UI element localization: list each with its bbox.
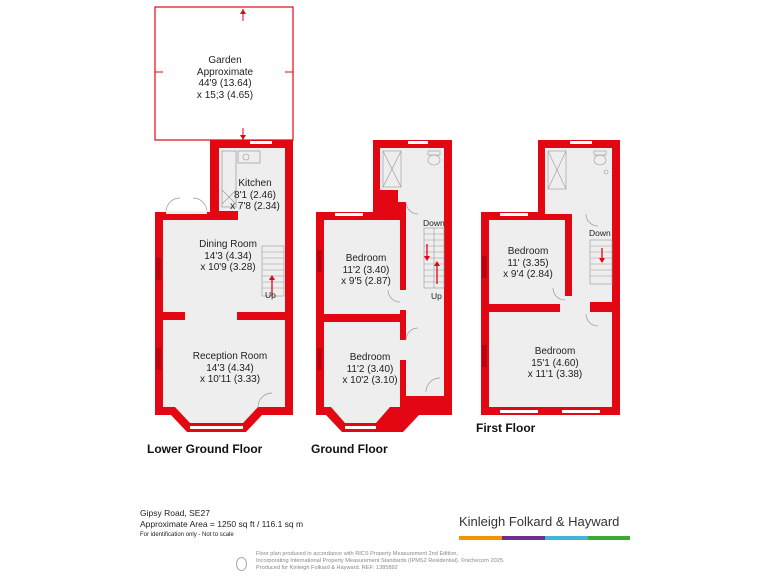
agency-logo-text: Kinleigh Folkard & Hayward <box>459 514 620 529</box>
ground-bedroom-top-length: 11'2 (3.40) <box>342 264 390 276</box>
first-floor-title: First Floor <box>476 421 536 435</box>
dining-room-name: Dining Room <box>199 239 257 250</box>
identification-note: For identification only - Not to scale <box>140 532 234 538</box>
dining-room-label <box>182 239 274 274</box>
legal-notice <box>256 551 505 572</box>
first-bedroom-top-label <box>490 246 566 281</box>
ground-floor-title: Ground Floor <box>311 442 388 456</box>
garden-length: 44'9 (13.64) <box>198 78 252 89</box>
legal-line-3: Produced for Kinleigh Folkard & Hayward. REF: 1385892 <box>256 565 398 571</box>
garden-label <box>185 55 265 101</box>
lower-ground-floor-title: Lower Ground Floor <box>147 442 263 456</box>
ground-bathroom-area <box>380 148 444 190</box>
first-bedroom-bottom-length: 15'1 (4.60) <box>531 357 579 369</box>
legal-line-1: Floor plan produced in accordance with RICS Property Measurement 2nd Edition, <box>256 551 459 557</box>
first-bedroom-top-name: Bedroom <box>507 246 549 257</box>
compass-icon <box>236 557 247 571</box>
kitchen-label <box>222 178 288 213</box>
ground-bedroom-top-name: Bedroom <box>345 253 387 264</box>
dining-room-length: 14'3 (4.34) <box>204 250 252 262</box>
first-bathroom-area <box>545 148 612 214</box>
first-bedroom-bottom-name: Bedroom <box>534 346 576 357</box>
brand-bar-purple <box>502 536 545 540</box>
ground-bedroom-top-label <box>328 253 404 288</box>
ground-bedroom-bottom-length: 11'2 (3.40) <box>346 363 394 375</box>
garden-name: Garden <box>208 55 242 66</box>
first-stair-down-label: Down <box>589 228 611 238</box>
ground-bedroom-top-width: x 9'5 (2.87) <box>341 276 391 287</box>
property-address: Gipsy Road, SE27 <box>140 508 210 518</box>
brand-bar-orange <box>459 536 502 540</box>
ground-bedroom-bottom-width: x 10'2 (3.10) <box>342 375 398 386</box>
kitchen-length: 8'1 (2.46) <box>234 189 276 201</box>
reception-room-width: x 10'11 (3.33) <box>199 374 261 385</box>
brand-bar-cyan <box>545 536 588 540</box>
brand-bar-green <box>588 536 630 540</box>
ground-bedroom-bottom-name: Bedroom <box>349 352 391 363</box>
first-bedroom-top-width: x 9'4 (2.84) <box>503 269 553 280</box>
property-area: Approximate Area = 1250 sq ft / 116.1 sq m <box>140 518 304 529</box>
first-bedroom-bottom-label <box>515 346 595 381</box>
ground-stair-down-label: Down <box>423 218 445 228</box>
ground-stair-up-label: Up <box>431 291 442 301</box>
first-bedroom-bottom-width: x 11'1 (3.38) <box>527 369 583 380</box>
property-summary <box>140 508 303 541</box>
dining-room-width: x 10'9 (3.28) <box>200 262 256 273</box>
kitchen-width: x 7'8 (2.34) <box>230 201 280 212</box>
kitchen-name: Kitchen <box>238 178 272 189</box>
garden-approximate: Approximate <box>196 66 254 78</box>
ground-bedroom-bottom-label <box>330 352 410 387</box>
lower-ground-stair-up-label: Up <box>265 290 276 300</box>
reception-room-length: 14'3 (4.34) <box>206 362 254 374</box>
first-bedroom-top-length: 11' (3.35) <box>507 257 549 269</box>
garden-width: x 15;3 (4.65) <box>196 89 254 101</box>
reception-room-label <box>182 351 278 386</box>
reception-room-name: Reception Room <box>192 351 268 362</box>
legal-line-2: Incorporating International Property Measurement Standards (IPMS2 Residential). ©nichecom 2025. <box>256 558 505 564</box>
